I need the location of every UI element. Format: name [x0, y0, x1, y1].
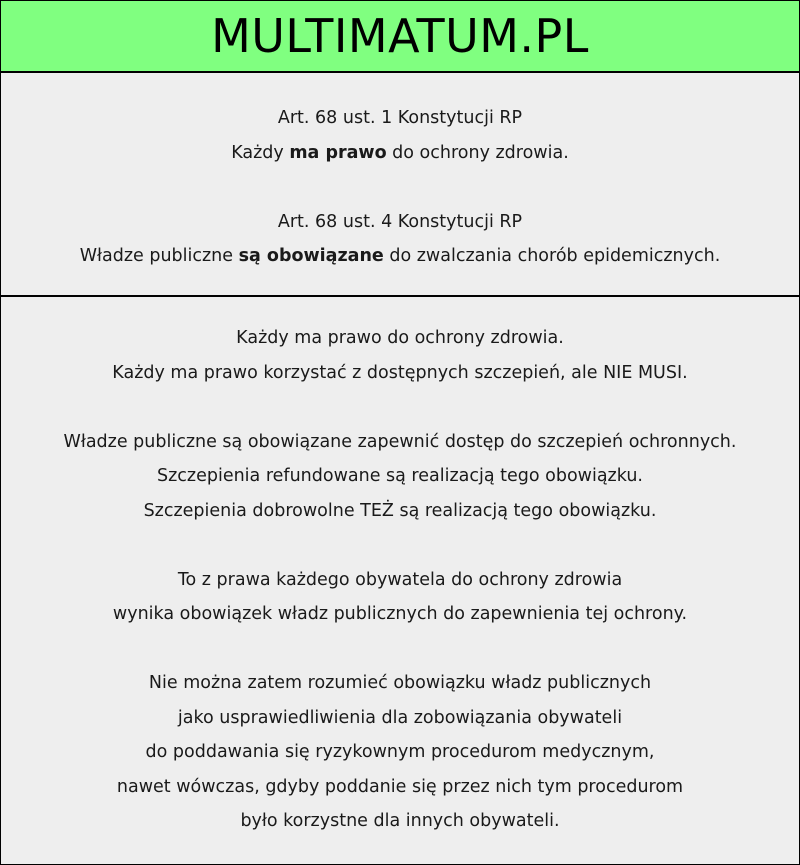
commentary-line: Szczepienia refundowane są realizacją tego obowiązku. [156, 466, 643, 486]
header-banner [1, 1, 799, 73]
article-4-text-before: Władze publiczne [79, 246, 239, 266]
paragraph-gap [1, 632, 799, 667]
commentary-line: Każdy ma prawo korzystać z dostępnych szczepień, ale NIE MUSI. [112, 362, 688, 383]
article-1-text-before: Każdy [231, 142, 290, 163]
commentary-line: nawet wówczas, gdyby poddanie się przez nich tym procedurom [116, 776, 684, 797]
article-4-text [1, 239, 799, 274]
commentary-line: do poddawania się ryzykownym procedurom medycznym, [145, 742, 655, 762]
commentary-line: Szczepienia dobrowolne TEŻ są realizacją tego obowiązku. [143, 500, 657, 521]
article-1-text [1, 136, 799, 171]
paragraph-gap [1, 390, 799, 425]
commentary-line: Władze publiczne są obowiązane zapewnić dostęp do szczepień ochronnych. [63, 431, 737, 452]
article-4-text-bold: są obowiązane [238, 246, 384, 266]
article-1-text-after: do ochrony zdrowia. [386, 142, 569, 163]
article-4-citation: Art. 68 ust. 4 Konstytucji RP [277, 211, 523, 232]
site-title: MULTIMATUM.PL [211, 9, 589, 63]
commentary [1, 297, 799, 839]
article-4-text-after: do zwalczania chorób epidemicznych. [383, 246, 721, 266]
commentary-line: Nie można zatem rozumieć obowiązku władz publicznych [148, 673, 652, 693]
paragraph-gap [1, 528, 799, 563]
commentary-line: było korzystne dla innych obywateli. [240, 811, 560, 831]
commentary-line: jako usprawiedliwienia dla zobowiązania obywateli [177, 707, 623, 728]
constitution-quotes [1, 73, 799, 297]
article-1-citation: Art. 68 ust. 1 Konstytucji RP [277, 108, 523, 128]
commentary-line: Każdy ma prawo do ochrony zdrowia. [236, 328, 564, 348]
commentary-line: To z prawa każdego obywatela do ochrony zdrowia [177, 569, 623, 590]
commentary-line: wynika obowiązek władz publicznych do zapewnienia tej ochrony. [112, 604, 688, 624]
paragraph-gap [1, 170, 799, 205]
article-1-text-bold: ma prawo [289, 142, 387, 163]
